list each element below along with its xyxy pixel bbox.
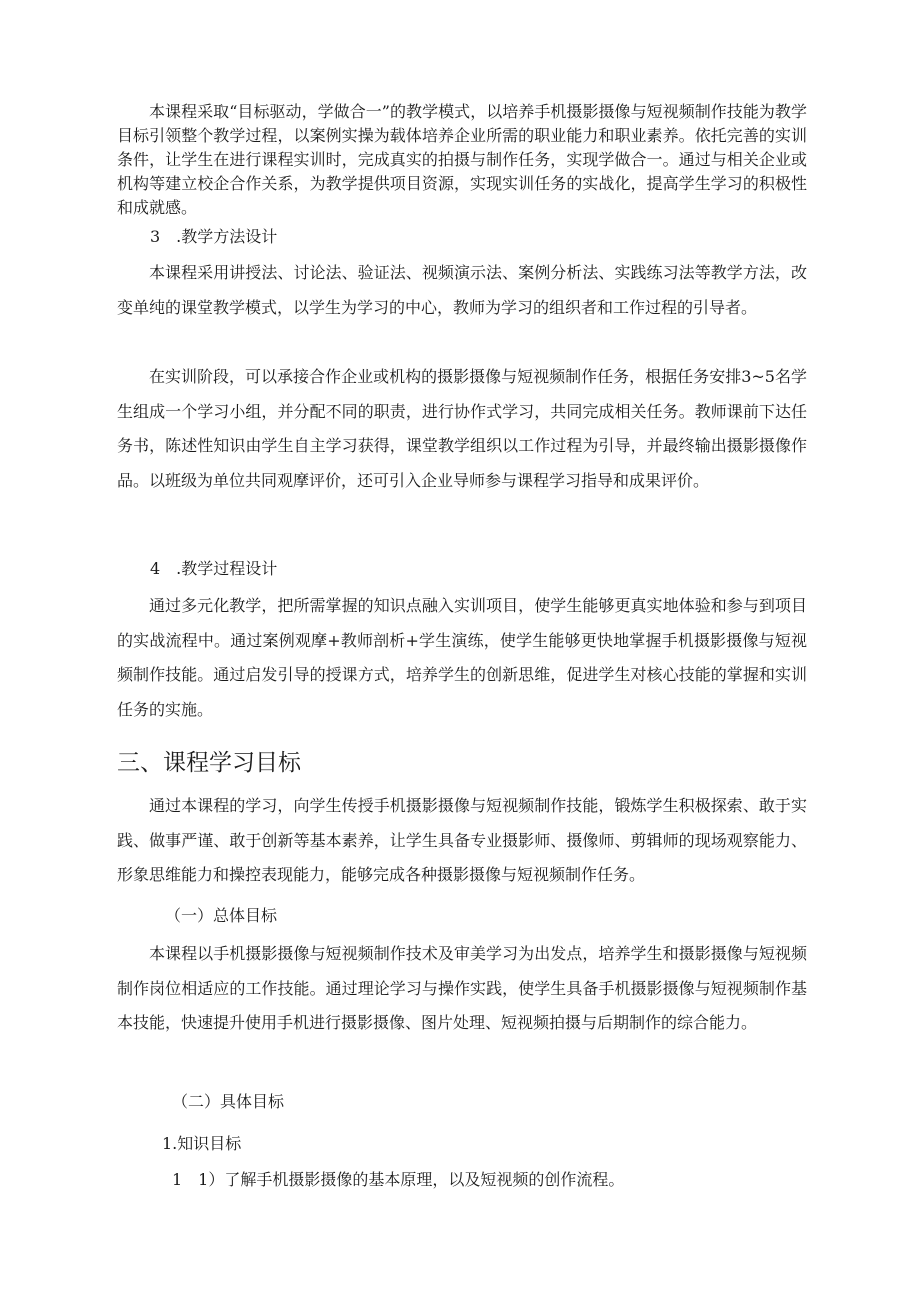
paragraph-teaching-method: 本课程采用讲授法、讨论法、验证法、视频演示法、案例分析法、实践练习法等教学方法，改变单纯的课堂教学模式，以学生为学习的中心，教师为学习的组织者和工作过程的引导者。 [117,263,807,317]
paragraph-teaching-process: 通过多元化教学，把所需掌握的知识点融入实训项目，使学生能够更真实地体验和参与到项目的实战流程中。通过案例观摩+教师剖析+学生演练，使学生能够更快地掌握手机摄影摄像与短视频制作技能。通过启发引导的授课方式，培养学生的创新思维，促进学生对核心技能的掌握和实训任务的实施。 [117,596,807,719]
list-item-knowledge-goal-1: 1 1）了解手机摄影摄像的基本原理，以及短视频的创作流程。 [172,1170,625,1189]
section-label-teaching-method: 3 .教学方法设计 [150,227,278,246]
section-label-teaching-process: 4 .教学过程设计 [150,559,278,578]
paragraph-overall-goal: 本课程以手机摄影摄像与短视频制作技术及审美学习为出发点，培养学生和摄影摄像与短视频制作岗位相适应的工作技能。通过理论学习与操作实践，使学生具备手机摄影摄像与短视频制作基本技能，快速提升使用手机进行摄影摄像、图片处理、短视频拍摄与后期制作的综合能力。 [117,944,807,1032]
subsection-label-overall-goal: （一）总体目标 [165,906,278,925]
label-knowledge-goals: 1.知识目标 [162,1134,242,1153]
paragraph-teaching-mode: 本课程采取“目标驱动，学做合一”的教学模式，以培养手机摄影摄像与短视频制作技能为教学目标引领整个教学过程，以案例实操为载体培养企业所需的职业能力和职业素养。依托完善的实训条件，让学生在进行课程实训时，完成真实的拍摄与制作任务，实现学做合一。通过与相关企业或机构等建立校企合作关系，为教学提供项目资源，实现实训任务的实战化，提高学生学习的积极性和成就感。 [117,102,807,217]
subsection-label-specific-goals: （二）具体目标 [172,1092,285,1111]
paragraph-training-phase: 在实训阶段，可以承接合作企业或机构的摄影摄像与短视频制作任务，根据任务安排3~5名学生组成一个学习小组，并分配不同的职责，进行协作式学习，共同完成相关任务。教师课前下达任务书，陈述性知识由学生自主学习获得，课堂教学组织以工作过程为引导，并最终输出摄影摄像作品。以班级为单位共同观摩评价，还可引入企业导师参与课程学习指导和成果评价。 [117,367,807,490]
chapter-heading-learning-objectives: 三、课程学习目标 [117,750,301,776]
paragraph-learning-objectives-intro: 通过本课程的学习，向学生传授手机摄影摄像与短视频制作技能，锻炼学生积极探索、敢于实践、做事严谨、敢于创新等基本素养，让学生具备专业摄影师、摄像师、剪辑师的现场观察能力、形象思维能力和操控表现能力，能够完成各种摄影摄像与短视频制作任务。 [117,796,807,884]
